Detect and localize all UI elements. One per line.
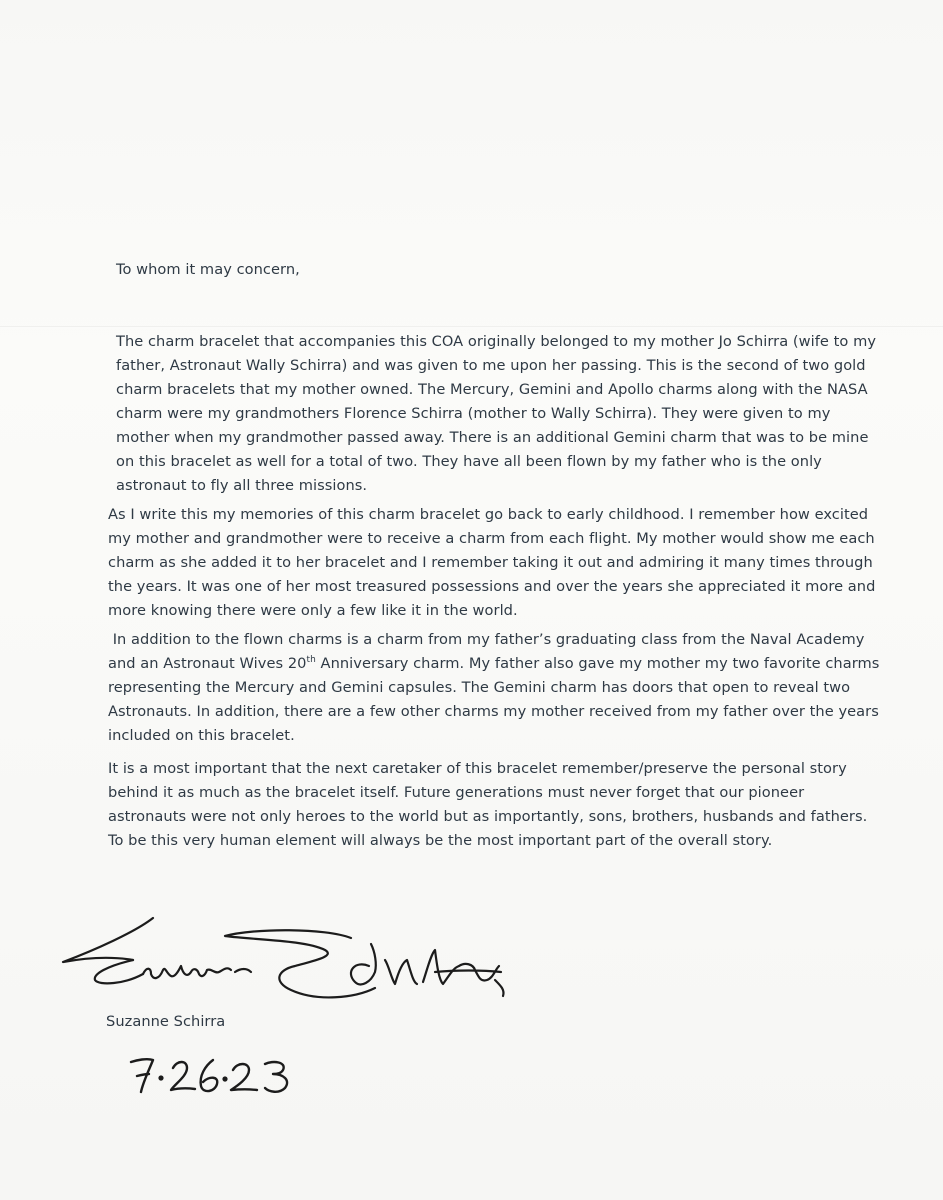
handwritten-date — [125, 1052, 305, 1098]
paragraph-3 — [108, 628, 880, 748]
signer-name: Suzanne Schirra — [106, 1013, 226, 1030]
paragraph-line — [108, 652, 880, 676]
paragraph-line: behind it as much as the bracelet itself. Future generations must never forget that our pioneer — [108, 784, 805, 801]
paragraph-line: charm bracelets that my mother owned. The Mercury, Gemini and Apollo charms along with the NASA — [116, 381, 868, 398]
paragraph-line: representing the Mercury and Gemini capsules. The Gemini charm has doors that open to reveal two — [108, 679, 851, 696]
paragraph-line: To be this very human element will always be the most important part of the overall story. — [108, 832, 773, 849]
paragraph-1 — [116, 330, 876, 498]
paragraph-line: As I write this my memories of this charm bracelet go back to early childhood. I remember how excited — [108, 506, 869, 523]
line-text: Anniversary charm. My father also gave my mother my two favorite charms — [315, 655, 880, 672]
ordinal-superscript: th — [306, 655, 316, 666]
paragraph-line: charm were my grandmothers Florence Schirra (mother to Wally Schirra). They were given to my — [116, 405, 831, 422]
paragraph-line: In addition to the flown charms is a charm from my father’s graduating class from the Naval Academy — [108, 631, 865, 648]
paragraph-line: astronauts were not only heroes to the world but as importantly, sons, brothers, husbands and fathers. — [108, 808, 868, 825]
line-text: and an Astronaut Wives 20 — [108, 655, 307, 672]
paragraph-line: mother when my grandmother passed away. There is an additional Gemini charm that was to be mine — [116, 429, 869, 446]
paragraph-line: my mother and grandmother were to receive a charm from each flight. My mother would show me each — [108, 530, 875, 547]
handwritten-signature — [55, 910, 515, 1015]
paragraph-line: The charm bracelet that accompanies this COA originally belonged to my mother Jo Schirra (wife to my — [116, 333, 877, 350]
paragraph-line: the years. It was one of her most treasured possessions and over the years she appreciated it more and — [108, 578, 876, 595]
paragraph-line: Astronauts. In addition, there are a few other charms my mother received from my father over the years — [108, 703, 879, 720]
paper-fold-line — [0, 326, 943, 327]
paragraph-line: on this bracelet as well for a total of two. They have all been flown by my father who is the only — [116, 453, 822, 470]
salutation: To whom it may concern, — [116, 261, 300, 278]
paragraph-line: father, Astronaut Wally Schirra) and was given to me upon her passing. This is the second of two gold — [116, 357, 866, 374]
paragraph-line: It is a most important that the next caretaker of this bracelet remember/preserve the personal story — [108, 760, 847, 777]
paragraph-4 — [108, 757, 868, 853]
paragraph-2 — [108, 503, 876, 623]
paragraph-line: more knowing there were only a few like it in the world. — [108, 602, 518, 619]
paragraph-line: charm as she added it to her bracelet and I remember taking it out and admiring it many times through — [108, 554, 873, 571]
paragraph-line: included on this bracelet. — [108, 727, 295, 744]
paragraph-line: astronaut to fly all three missions. — [116, 477, 368, 494]
